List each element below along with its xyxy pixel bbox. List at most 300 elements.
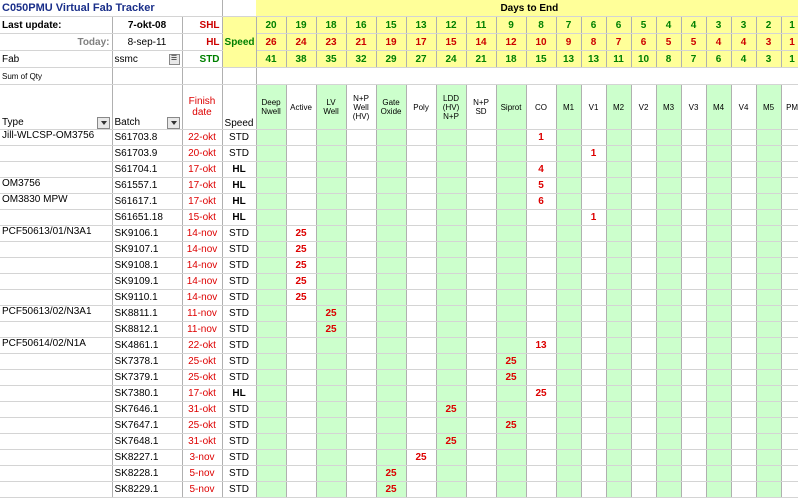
qty-cell [581, 450, 606, 466]
qty-cell [756, 210, 781, 226]
batch-cell: SK7648.1 [112, 434, 182, 450]
type-cell [0, 146, 112, 162]
speed-cell: HL [222, 210, 256, 226]
days-shl-value: 9 [496, 17, 526, 34]
speed-cell: HL [222, 386, 256, 402]
days-hl-value: 4 [731, 34, 756, 51]
qty-cell [706, 146, 731, 162]
qty-cell [781, 258, 798, 274]
qty-cell [496, 178, 526, 194]
qty-cell [346, 210, 376, 226]
qty-cell [466, 450, 496, 466]
qty-cell [316, 418, 346, 434]
qty-cell [466, 418, 496, 434]
qty-cell [756, 146, 781, 162]
qty-cell [706, 178, 731, 194]
batch-cell: S61617.1 [112, 194, 182, 210]
qty-cell [556, 338, 581, 354]
qty-cell [681, 322, 706, 338]
qty-cell [681, 290, 706, 306]
qty-cell [436, 418, 466, 434]
qty-cell [436, 162, 466, 178]
qty-cell [466, 370, 496, 386]
qty-cell [631, 354, 656, 370]
qty-cell: 25 [286, 274, 316, 290]
table-row [0, 450, 798, 466]
qty-cell [556, 130, 581, 146]
batch-cell: SK9110.1 [112, 290, 182, 306]
filter-icon[interactable]: ☰ [169, 54, 180, 65]
step-column-header: V4 [731, 85, 756, 130]
qty-cell [731, 466, 756, 482]
qty-cell [346, 146, 376, 162]
qty-cell [656, 466, 681, 482]
qty-cell [436, 370, 466, 386]
table-row [0, 226, 798, 242]
qty-cell [681, 226, 706, 242]
finish-date-cell: 20-okt [182, 146, 222, 162]
qty-cell [756, 162, 781, 178]
fab-filter[interactable] [0, 51, 112, 68]
qty-cell [406, 322, 436, 338]
step-column-header: M5 [756, 85, 781, 130]
batch-cell: SK8811.1 [112, 306, 182, 322]
qty-cell [756, 226, 781, 242]
qty-cell [436, 306, 466, 322]
qty-cell [781, 402, 798, 418]
qty-cell [756, 322, 781, 338]
days-shl-value: 20 [256, 17, 286, 34]
qty-cell [526, 354, 556, 370]
type-cell [0, 274, 112, 290]
qty-cell [406, 242, 436, 258]
speed-cell: STD [222, 402, 256, 418]
qty-cell [466, 194, 496, 210]
table-row [0, 242, 798, 258]
shl-label: SHL [182, 17, 222, 34]
qty-cell [731, 178, 756, 194]
today-value: 8-sep-11 [112, 34, 182, 51]
finish-date-cell: 14-nov [182, 258, 222, 274]
batch-cell: SK7646.1 [112, 402, 182, 418]
qty-cell [631, 178, 656, 194]
days-shl-value: 6 [606, 17, 631, 34]
type-cell [0, 402, 112, 418]
qty-cell: 25 [286, 290, 316, 306]
qty-cell [656, 370, 681, 386]
qty-cell [606, 194, 631, 210]
batch-column-header[interactable] [112, 85, 182, 130]
qty-cell [436, 274, 466, 290]
qty-cell [256, 194, 286, 210]
finish-date-cell: 3-nov [182, 450, 222, 466]
qty-cell [706, 306, 731, 322]
qty-cell [556, 386, 581, 402]
days-shl-value: 19 [286, 17, 316, 34]
qty-cell [256, 354, 286, 370]
qty-cell [581, 370, 606, 386]
qty-cell [256, 306, 286, 322]
qty-cell [436, 322, 466, 338]
qty-cell [581, 290, 606, 306]
speed-cell: STD [222, 466, 256, 482]
qty-cell [681, 418, 706, 434]
qty-cell [581, 338, 606, 354]
days-std-value: 18 [496, 51, 526, 68]
qty-cell [656, 162, 681, 178]
table-row [0, 178, 798, 194]
qty-cell [781, 322, 798, 338]
type-cell: OM3830 MPW [0, 194, 112, 210]
step-column-header: Deep Nwell [256, 85, 286, 130]
qty-cell [731, 306, 756, 322]
days-std-value: 4 [731, 51, 756, 68]
qty-cell [631, 306, 656, 322]
days-std-value: 21 [466, 51, 496, 68]
qty-cell [581, 258, 606, 274]
finish-date-cell: 15-okt [182, 210, 222, 226]
finish-date-cell: 14-nov [182, 226, 222, 242]
qty-cell [581, 130, 606, 146]
days-hl-value: 7 [606, 34, 631, 51]
days-hl-value: 12 [496, 34, 526, 51]
qty-cell [681, 306, 706, 322]
table-row [0, 386, 798, 402]
qty-cell: 25 [376, 482, 406, 498]
speed-cell: STD [222, 482, 256, 498]
qty-cell [606, 162, 631, 178]
qty-cell [681, 258, 706, 274]
today-label: Today: [0, 34, 112, 51]
qty-cell [631, 242, 656, 258]
qty-cell [781, 242, 798, 258]
qty-cell [316, 354, 346, 370]
speed-column-header: Speed [222, 85, 256, 130]
qty-cell [376, 402, 406, 418]
qty-cell [731, 450, 756, 466]
qty-cell [286, 354, 316, 370]
qty-cell [581, 402, 606, 418]
qty-cell [496, 338, 526, 354]
type-cell: Jill-WLCSP-OM3756 [0, 130, 112, 146]
qty-cell [436, 242, 466, 258]
days-shl-value: 4 [656, 17, 681, 34]
qty-cell [466, 258, 496, 274]
qty-cell [316, 258, 346, 274]
days-shl-value: 18 [316, 17, 346, 34]
days-shl-value: 16 [346, 17, 376, 34]
speed-cell: HL [222, 162, 256, 178]
qty-cell [656, 322, 681, 338]
days-std-value: 11 [606, 51, 631, 68]
qty-cell [286, 466, 316, 482]
type-cell [0, 162, 112, 178]
qty-cell [556, 226, 581, 242]
qty-cell: 25 [286, 258, 316, 274]
dropdown-arrow-icon[interactable] [167, 117, 180, 129]
qty-cell [436, 178, 466, 194]
qty-cell [606, 178, 631, 194]
qty-cell [781, 162, 798, 178]
batch-cell: S61704.1 [112, 162, 182, 178]
qty-cell [496, 226, 526, 242]
qty-cell [606, 258, 631, 274]
days-hl-value: 17 [406, 34, 436, 51]
qty-cell [706, 466, 731, 482]
qty-cell [346, 322, 376, 338]
qty-cell [346, 194, 376, 210]
qty-cell [656, 226, 681, 242]
qty-cell [656, 242, 681, 258]
qty-cell [756, 370, 781, 386]
qty-cell [346, 386, 376, 402]
qty-cell [256, 210, 286, 226]
qty-cell [286, 338, 316, 354]
hl-label: HL [182, 34, 222, 51]
batch-cell: SK8229.1 [112, 482, 182, 498]
qty-cell [781, 274, 798, 290]
qty-cell [256, 290, 286, 306]
table-row [0, 210, 798, 226]
qty-cell [406, 178, 436, 194]
qty-cell [346, 466, 376, 482]
finish-date-cell: 17-okt [182, 194, 222, 210]
qty-cell [316, 178, 346, 194]
qty-cell [681, 354, 706, 370]
type-cell [0, 482, 112, 498]
qty-cell [631, 338, 656, 354]
table-row [0, 274, 798, 290]
qty-cell [436, 338, 466, 354]
qty-cell [346, 418, 376, 434]
qty-cell [436, 466, 466, 482]
qty-cell [496, 482, 526, 498]
qty-cell [631, 450, 656, 466]
qty-cell [526, 322, 556, 338]
qty-cell [346, 162, 376, 178]
qty-cell [496, 322, 526, 338]
days-std-value: 8 [656, 51, 681, 68]
qty-cell [731, 386, 756, 402]
days-hl-value: 1 [781, 34, 798, 51]
qty-cell [656, 130, 681, 146]
qty-cell [631, 130, 656, 146]
qty-cell [526, 210, 556, 226]
qty-cell [256, 226, 286, 242]
qty-cell [496, 290, 526, 306]
qty-cell [316, 338, 346, 354]
qty-cell [376, 258, 406, 274]
qty-cell [256, 242, 286, 258]
qty-cell [731, 162, 756, 178]
qty-cell [256, 130, 286, 146]
qty-cell [256, 482, 286, 498]
days-shl-value: 6 [581, 17, 606, 34]
qty-cell [681, 242, 706, 258]
qty-cell [466, 306, 496, 322]
qty-cell [346, 290, 376, 306]
qty-cell [556, 210, 581, 226]
qty-cell [706, 386, 731, 402]
qty-cell [731, 322, 756, 338]
qty-cell [496, 386, 526, 402]
qty-cell [286, 210, 316, 226]
days-std-value: 6 [706, 51, 731, 68]
qty-cell [316, 194, 346, 210]
qty-cell [581, 386, 606, 402]
qty-cell [466, 402, 496, 418]
days-std-value: 10 [631, 51, 656, 68]
speed-cell: STD [222, 338, 256, 354]
days-hl-value: 5 [656, 34, 681, 51]
qty-cell [466, 226, 496, 242]
qty-cell [526, 226, 556, 242]
qty-cell [436, 130, 466, 146]
fab-value-cell[interactable] [112, 51, 182, 68]
days-std-value: 32 [346, 51, 376, 68]
qty-cell [556, 418, 581, 434]
step-column-header: N+P SD [466, 85, 496, 130]
batch-cell: SK8812.1 [112, 322, 182, 338]
days-hl-value: 8 [581, 34, 606, 51]
days-hl-value: 9 [556, 34, 581, 51]
qty-cell [731, 258, 756, 274]
qty-cell [376, 370, 406, 386]
days-std-value: 24 [436, 51, 466, 68]
batch-cell: SK4861.1 [112, 338, 182, 354]
qty-cell [606, 370, 631, 386]
qty-cell [606, 466, 631, 482]
qty-cell [581, 162, 606, 178]
batch-cell: SK8228.1 [112, 466, 182, 482]
qty-cell [496, 162, 526, 178]
qty-cell [316, 146, 346, 162]
speed-cell: STD [222, 354, 256, 370]
dropdown-arrow-icon[interactable] [97, 117, 110, 129]
qty-cell [731, 402, 756, 418]
type-cell [0, 242, 112, 258]
batch-cell: SK7647.1 [112, 418, 182, 434]
speed-cell: STD [222, 450, 256, 466]
qty-cell [406, 146, 436, 162]
qty-cell [406, 418, 436, 434]
qty-cell [406, 306, 436, 322]
qty-cell [756, 482, 781, 498]
qty-cell [406, 338, 436, 354]
step-column-header: M3 [656, 85, 681, 130]
qty-cell [681, 338, 706, 354]
qty-cell [376, 130, 406, 146]
qty-cell [346, 354, 376, 370]
type-cell [0, 466, 112, 482]
qty-cell: 25 [496, 418, 526, 434]
batch-cell: SK7380.1 [112, 386, 182, 402]
speed-cell: STD [222, 418, 256, 434]
days-shl-value: 1 [781, 17, 798, 34]
speed-cell: STD [222, 130, 256, 146]
batch-cell: SK7378.1 [112, 354, 182, 370]
qty-cell [496, 258, 526, 274]
qty-cell [466, 322, 496, 338]
step-column-header: V2 [631, 85, 656, 130]
qty-cell [631, 146, 656, 162]
qty-cell [346, 450, 376, 466]
qty-cell [706, 322, 731, 338]
qty-cell [656, 210, 681, 226]
qty-cell [316, 466, 346, 482]
qty-cell [376, 146, 406, 162]
finish-date-cell: 5-nov [182, 482, 222, 498]
qty-cell [256, 274, 286, 290]
type-cell: OM3756 [0, 178, 112, 194]
qty-cell [406, 354, 436, 370]
days-std-value: 29 [376, 51, 406, 68]
qty-cell [256, 450, 286, 466]
qty-cell [316, 402, 346, 418]
last-update-value: 7-okt-08 [112, 17, 182, 34]
qty-cell [681, 482, 706, 498]
qty-cell [376, 386, 406, 402]
qty-cell [681, 466, 706, 482]
qty-cell [656, 450, 681, 466]
qty-cell [526, 290, 556, 306]
qty-cell [286, 130, 316, 146]
days-hl-value: 5 [681, 34, 706, 51]
page-title: C050PMU Virtual Fab Tracker [0, 0, 222, 17]
qty-cell [436, 450, 466, 466]
fab-value: ssmc [114, 53, 138, 65]
qty-cell [656, 146, 681, 162]
qty-cell [656, 274, 681, 290]
qty-cell [406, 290, 436, 306]
qty-cell [316, 450, 346, 466]
qty-cell [406, 370, 436, 386]
speed-cell: STD [222, 306, 256, 322]
qty-cell [781, 450, 798, 466]
qty-cell [406, 130, 436, 146]
days-shl-value: 8 [526, 17, 556, 34]
qty-cell [756, 466, 781, 482]
qty-cell [466, 146, 496, 162]
type-column-header[interactable] [0, 85, 112, 130]
step-column-header: V1 [581, 85, 606, 130]
qty-cell: 25 [286, 242, 316, 258]
days-hl-value: 19 [376, 34, 406, 51]
qty-cell [556, 482, 581, 498]
step-column-header: Poly [406, 85, 436, 130]
qty-cell [526, 466, 556, 482]
qty-cell [581, 482, 606, 498]
qty-cell [466, 274, 496, 290]
days-shl-value: 13 [406, 17, 436, 34]
days-shl-value: 11 [466, 17, 496, 34]
batch-cell: SK9109.1 [112, 274, 182, 290]
qty-cell [346, 370, 376, 386]
table-row [0, 162, 798, 178]
qty-cell [656, 354, 681, 370]
finish-date-cell: 22-okt [182, 338, 222, 354]
qty-cell: 1 [581, 146, 606, 162]
days-hl-value: 4 [706, 34, 731, 51]
qty-cell [526, 274, 556, 290]
type-cell [0, 450, 112, 466]
qty-cell [706, 338, 731, 354]
qty-cell [681, 210, 706, 226]
type-label: Type [2, 117, 24, 128]
step-column-header: Siprot [496, 85, 526, 130]
qty-cell [256, 322, 286, 338]
qty-cell [286, 482, 316, 498]
